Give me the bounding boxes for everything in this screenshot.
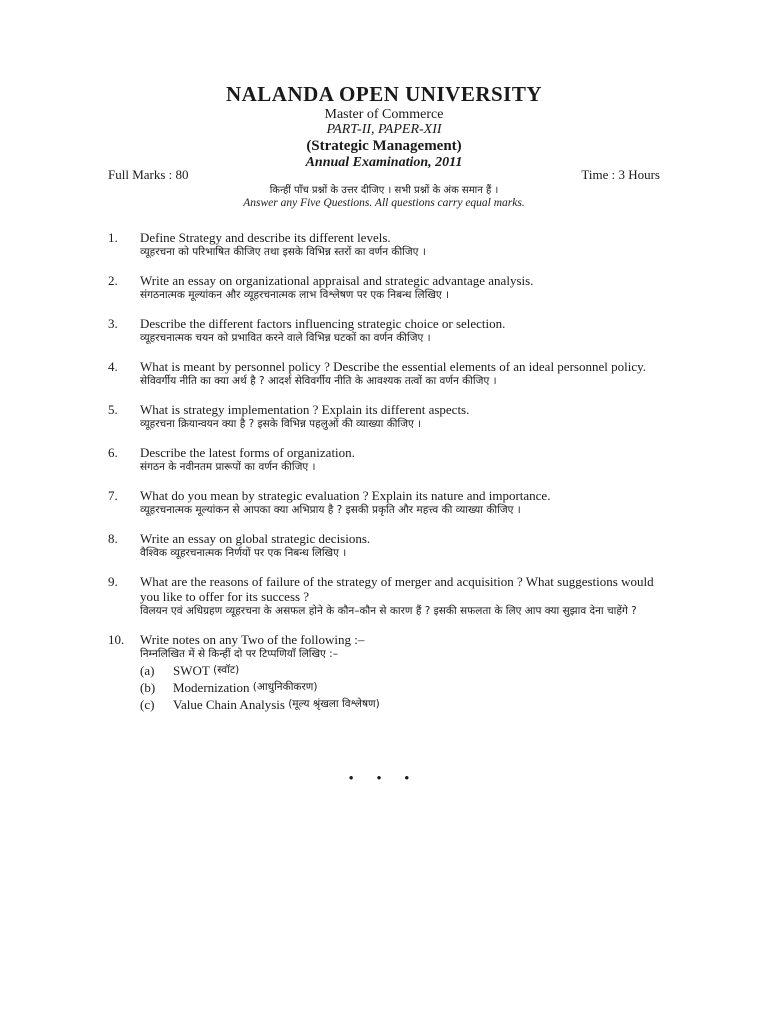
question-item <box>108 359 668 389</box>
subpart-item <box>140 679 668 696</box>
marks-time-row <box>108 167 660 183</box>
question-number: 5. <box>108 402 118 417</box>
question-text-english: Describe the different factors influencing strategic choice or selection. <box>140 316 506 331</box>
question-text-english: Define Strategy and describe its different levels. <box>140 230 391 245</box>
question-item <box>108 230 668 260</box>
question-number: 4. <box>108 359 118 374</box>
subpart-label: (b) <box>140 680 156 695</box>
question-item <box>108 632 668 713</box>
full-marks: Full Marks : 80 <box>108 167 189 182</box>
subpart-text-english: SWOT <box>173 663 210 678</box>
question-text-hindi: व्यूहरचना को परिभाषित कीजिए तथा इसके विभिन्न स्तरों का वर्णन कीजिए । <box>140 246 426 258</box>
subpart-label: (a) <box>140 663 155 678</box>
question-item <box>108 402 668 432</box>
question-text-hindi: संगठनात्मक मूल्यांकन और व्यूहरचनात्मक लाभ विश्लेषण पर एक निबन्ध लिखिए । <box>140 289 450 301</box>
question-text-english: What do you mean by strategic evaluation ? Explain its nature and importance. <box>140 488 551 503</box>
question-number: 9. <box>108 574 118 589</box>
question-text-hindi: विलयन एवं अधिग्रहण व्यूहरचना के असफल होने के कौन–कौन से कारण हैं ? इसकी सफलता के लिए आप क्या सुझाव देना चाहेंगे ? <box>140 605 637 617</box>
question-text-english: Write notes on any Two of the following :– <box>140 632 365 647</box>
question-text-hindi: व्यूहरचना क्रियान्वयन क्या है ? इसके विभिन्न पहलुओं की व्याख्या कीजिए । <box>140 418 422 430</box>
degree-title: Master of Commerce <box>324 107 444 122</box>
subpart-item <box>140 696 668 713</box>
question-number: 1. <box>108 230 118 245</box>
question-list <box>108 230 668 713</box>
question-item <box>108 531 668 561</box>
question-text-hindi: सेविवर्गीय नीति का क्या अर्थ है ? आदर्श सेविवर्गीय नीति के आवश्यक तत्वों का वर्णन कीजिए । <box>140 375 497 387</box>
question-number: 8. <box>108 531 118 546</box>
exam-title: Annual Examination, 2011 <box>305 155 463 170</box>
question-text-english: Write an essay on organizational appraisal and strategic advantage analysis. <box>140 273 534 288</box>
question-item <box>108 316 668 346</box>
subpart-text-english: Modernization <box>173 680 250 695</box>
subpart-text-hindi: (आधुनिकीकरण) <box>252 681 318 693</box>
question-text-hindi: संगठन के नवीनतम प्रारूपों का वर्णन कीजिए । <box>140 461 316 473</box>
question-text-english: What is meant by personnel policy ? Describe the essential elements of an ideal personnel policy. <box>140 359 646 374</box>
question-text-english: Write an essay on global strategic decisions. <box>140 531 371 546</box>
instruction-english: Answer any Five Questions. All questions carry equal marks. <box>243 197 525 209</box>
question-text-english: What is strategy implementation ? Explain its different aspects. <box>140 402 470 417</box>
question-item <box>108 445 668 475</box>
question-text-english: What are the reasons of failure of the strategy of merger and acquisition ? What suggestions would you like to offer for its success ? <box>140 574 654 604</box>
question-number: 7. <box>108 488 118 503</box>
question-number: 6. <box>108 445 118 460</box>
subpart-text-english: Value Chain Analysis <box>173 697 285 712</box>
subpart-label: (c) <box>140 697 155 712</box>
question-number: 3. <box>108 316 118 331</box>
question-item <box>108 574 668 619</box>
part-paper-label: PART-II, PAPER-XII <box>326 122 442 137</box>
question-number: 10. <box>108 632 125 647</box>
subject-title: (Strategic Management) <box>306 138 462 154</box>
question-item <box>108 488 668 518</box>
question-text-hindi: व्यूहरचनात्मक मूल्यांकन से आपका क्या अभिप्राय है ? इसकी प्रकृति और महत्त्व की व्याख्या कीजिए । <box>140 504 521 516</box>
end-of-paper-mark: • • • <box>348 770 420 785</box>
question-text-hindi: निम्नलिखित में से किन्हीं दो पर टिप्पणियाँ लिखिए :– <box>140 648 338 660</box>
instruction-hindi: किन्हीं पाँच प्रश्नों के उत्तर दीजिए । सभी प्रश्नों के अंक समान हैं । <box>269 185 499 196</box>
university-title: NALANDA OPEN UNIVERSITY <box>225 82 543 106</box>
question-text-hindi: व्यूहरचनात्मक चयन को प्रभावित करने वाले विभिन्न घटकों का वर्णन कीजिए । <box>140 332 431 344</box>
time-allowed: Time : 3 Hours <box>581 167 660 182</box>
question-number: 2. <box>108 273 118 288</box>
question-text-hindi: वैश्विक व्यूहरचनात्मक निर्णयों पर एक निबन्ध लिखिए । <box>140 547 347 559</box>
subpart-item <box>140 662 668 679</box>
subpart-text-hindi: (मूल्य श्रृंखला विश्लेषण) <box>288 698 380 710</box>
subpart-text-hindi: (स्वॉट) <box>213 664 240 676</box>
question-item <box>108 273 668 303</box>
question-text-english: Describe the latest forms of organization. <box>140 445 355 460</box>
